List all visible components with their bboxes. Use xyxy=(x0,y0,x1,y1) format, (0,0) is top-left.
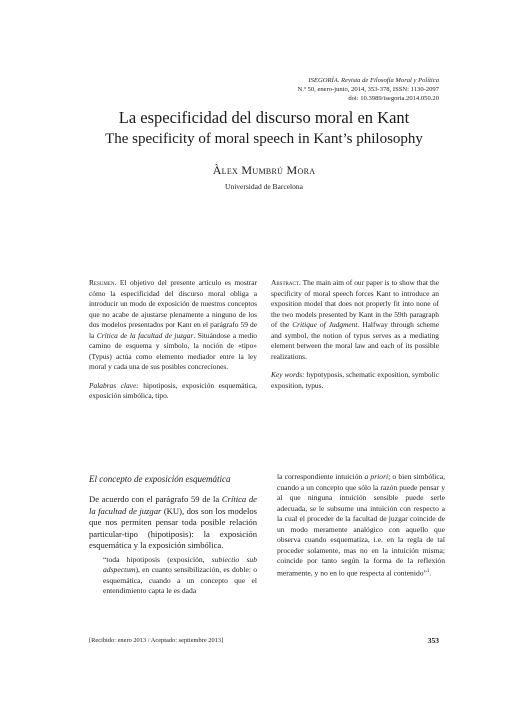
quote-text: ; o bien simbólica, cuando a un concepto que sólo la razón puede pensar y al que ninguna intuición sensible puede serle adecuada, se le subsume una intuición con respecto a la cual el proceder de la facultad de juzgar coincide de un modo meramente analógico con aquello que observa cuando esquematiza, i.e. en la regla de tal proceder solamente, mas no en la intuición misma; coincide por tanto según la forma de la reflexión meramente, y no en lo que respecta al contenido” xyxy=(277,472,446,578)
abstract-keywords-label: Key words: xyxy=(271,370,305,379)
resumen-label: Resumen. xyxy=(89,278,117,287)
resumen-block xyxy=(89,278,257,410)
quote-text: la correspondiente intuición xyxy=(277,472,365,481)
resumen-work-title: Crítica de la facultad de juzgar xyxy=(96,330,194,340)
quote-end: . xyxy=(429,568,432,578)
body-left-column xyxy=(89,494,257,597)
abstract-label: Abstract. xyxy=(271,278,301,287)
resumen-text-2: . Situándose a medio camino de esquema y símbolo, la noción de «tipo» (Typus) actúa como elemento mediador entre la ley moral y cada una de sus posibles concreciones. xyxy=(89,330,257,371)
body-work-title: Crítica de la facultad de juzgar xyxy=(89,494,257,516)
body-right-column xyxy=(277,472,445,579)
block-quote xyxy=(89,555,257,597)
quote-text: “toda hipotiposis (exposición, xyxy=(103,554,212,564)
abstract-work-title: Critique of Judgment xyxy=(292,320,358,329)
journal-header xyxy=(297,76,439,103)
abstract-keywords-text: hypotyposis, schematic exposition, symbolic exposition, typus. xyxy=(271,370,439,390)
resumen-keywords-text: hipotiposis, exposición esquemática, exposición simbólica, tipo. xyxy=(89,380,258,400)
abstract-block xyxy=(271,278,439,399)
journal-doi: doi: 10.3989/isegoria.2014.050.20 xyxy=(348,95,439,102)
author-name: Àlex Mumbrú Mora xyxy=(212,163,316,177)
resumen-text-1: El objetivo del presente artículo es mostrar cómo la especificidad del discurso moral obliga a introducir un modo de exposición de nuestros conceptos que no acabe de ajustarse plenamente a ninguno de los dos modelos presentados por Kant en el parágrafo 59 de la xyxy=(89,278,257,340)
page-number: 353 xyxy=(427,636,439,645)
journal-issue: N.º 50, enero-junio, 2014, 353-378, ISSN: 1130-2097 xyxy=(297,86,439,93)
resumen-keywords-label: Palabras clave: xyxy=(89,380,139,390)
abstract-text-2: . Halfway through scheme and symbol, the notion of typus serves as a mediating element between the moral law and each of its possible realizations. xyxy=(271,320,439,361)
abstract-text-1: The main aim of our paper is to show that the specificity of moral speech forces Kant to introduce an exposition model that does not properly fit into none of the two models presented by Kant in the 59th paragraph of the xyxy=(271,278,439,329)
body-paragraph-1 xyxy=(89,494,257,552)
body-text: De acuerdo con el parágrafo 59 de la xyxy=(89,494,222,504)
article-title-spanish: La especificidad del discurso moral en Kant xyxy=(118,108,410,127)
section-heading: El concepto de exposición esquemática xyxy=(89,474,231,484)
abstract-paragraph xyxy=(271,278,439,362)
footnote-marker[interactable]: 1 xyxy=(426,568,430,574)
resumen-keywords xyxy=(89,381,257,402)
article-title-english: The specificity of moral speech in Kant’s philosophy xyxy=(105,131,423,147)
body-text: (KU), dos son los modelos que nos permiten pensar toda posible relación particular-tipo (hipotiposis): la exposición esquemática y la exposición simbólica. xyxy=(89,505,257,550)
quote-latin: subiectio sub adspectum xyxy=(103,554,257,574)
received-accepted-dates: [Recibido: enero 2013 / Aceptado: septiembre 2013] xyxy=(89,637,224,644)
abstract-keywords xyxy=(271,370,439,391)
journal-name: ISEGORÍA. Revista de Filosofía Moral y Política xyxy=(308,77,439,84)
block-quote-continued xyxy=(277,472,445,579)
author-affiliation: Universidad de Barcelona xyxy=(225,182,303,191)
quote-a-priori: a priori xyxy=(364,472,389,481)
resumen-paragraph xyxy=(89,278,257,373)
quote-text: ), en cuanto sensibilización, es doble: o esquemática, cuando a un concepto que el entendimiento capta le es dada xyxy=(103,565,257,595)
